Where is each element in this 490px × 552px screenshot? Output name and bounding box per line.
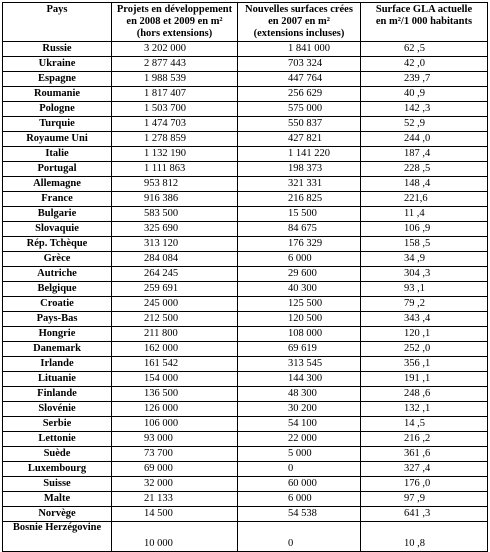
table-row xyxy=(3,252,488,267)
projects-cell: 154 000 xyxy=(112,372,238,387)
gla-cell: 158 ,5 xyxy=(361,237,488,252)
projects-cell: 325 690 xyxy=(112,222,238,237)
gla-cell: 356 ,1 xyxy=(361,357,488,372)
gla-cell: 52 ,9 xyxy=(361,117,488,132)
country-cell: Lettonie xyxy=(3,432,112,447)
table-row xyxy=(3,447,488,462)
gla-cell: 187 ,4 xyxy=(361,147,488,162)
country-cell: Royaume Uni xyxy=(3,132,112,147)
gla-cell: 106 ,9 xyxy=(361,222,488,237)
gla-cell: 361 ,6 xyxy=(361,447,488,462)
country-cell: Roumanie xyxy=(3,87,112,102)
country-cell: Suisse xyxy=(3,477,112,492)
country-cell: Suède xyxy=(3,447,112,462)
new-surface-cell: 575 000 xyxy=(238,102,361,117)
retail-surface-table xyxy=(2,2,488,552)
country-cell: Slovaquie xyxy=(3,222,112,237)
new-surface-cell: 6 000 xyxy=(238,252,361,267)
new-surface-cell: 48 300 xyxy=(238,387,361,402)
projects-cell: 106 000 xyxy=(112,417,238,432)
header-row xyxy=(3,3,488,42)
country-cell: Bulgarie xyxy=(3,207,112,222)
header-new-surfaces: Nouvelles surfaces crées en 2007 en m² (extensions incluses) xyxy=(238,3,361,42)
gla-cell: 176 ,0 xyxy=(361,477,488,492)
gla-cell: 10 ,8 xyxy=(361,522,488,552)
table-row xyxy=(3,342,488,357)
table-row xyxy=(3,462,488,477)
projects-cell: 313 120 xyxy=(112,237,238,252)
projects-cell: 3 202 000 xyxy=(112,42,238,57)
gla-cell: 132 ,1 xyxy=(361,402,488,417)
table-row xyxy=(3,132,488,147)
new-surface-cell: 0 xyxy=(238,462,361,477)
new-surface-cell: 15 500 xyxy=(238,207,361,222)
new-surface-cell: 6 000 xyxy=(238,492,361,507)
table-row xyxy=(3,267,488,282)
projects-cell: 211 800 xyxy=(112,327,238,342)
gla-cell: 34 ,9 xyxy=(361,252,488,267)
table-row xyxy=(3,507,488,522)
gla-cell: 42 ,0 xyxy=(361,57,488,72)
table-row xyxy=(3,432,488,447)
gla-cell: 14 ,5 xyxy=(361,417,488,432)
new-surface-cell: 29 600 xyxy=(238,267,361,282)
table-row xyxy=(3,522,488,552)
projects-cell: 1 988 539 xyxy=(112,72,238,87)
country-cell: Portugal xyxy=(3,162,112,177)
new-surface-cell: 84 675 xyxy=(238,222,361,237)
header-country: Pays xyxy=(3,3,112,42)
table-row xyxy=(3,492,488,507)
new-surface-cell: 550 837 xyxy=(238,117,361,132)
country-cell: Allemagne xyxy=(3,177,112,192)
new-surface-cell: 125 500 xyxy=(238,297,361,312)
gla-cell: 304 ,3 xyxy=(361,267,488,282)
country-cell: Ukraine xyxy=(3,57,112,72)
projects-cell: 73 700 xyxy=(112,447,238,462)
table-row xyxy=(3,312,488,327)
table-row xyxy=(3,372,488,387)
gla-cell: 228 ,5 xyxy=(361,162,488,177)
new-surface-cell: 60 000 xyxy=(238,477,361,492)
projects-cell: 1 278 859 xyxy=(112,132,238,147)
country-cell: Bosnie Herzégovine xyxy=(3,522,112,552)
gla-cell: 120 ,1 xyxy=(361,327,488,342)
gla-cell: 216 ,2 xyxy=(361,432,488,447)
new-surface-cell: 1 841 000 xyxy=(238,42,361,57)
country-cell: Grèce xyxy=(3,252,112,267)
gla-cell: 244 ,0 xyxy=(361,132,488,147)
table-row xyxy=(3,192,488,207)
table-row xyxy=(3,297,488,312)
projects-cell: 583 500 xyxy=(112,207,238,222)
table-row xyxy=(3,207,488,222)
table-row xyxy=(3,417,488,432)
projects-cell: 162 000 xyxy=(112,342,238,357)
country-cell: Belgique xyxy=(3,282,112,297)
new-surface-cell: 176 329 xyxy=(238,237,361,252)
header-gla: Surface GLA actuelle en m²/1 000 habitants xyxy=(361,3,488,42)
new-surface-cell: 120 500 xyxy=(238,312,361,327)
table-row xyxy=(3,282,488,297)
table-row xyxy=(3,147,488,162)
country-cell: Luxembourg xyxy=(3,462,112,477)
table-row xyxy=(3,72,488,87)
country-cell: Lituanie xyxy=(3,372,112,387)
gla-cell: 11 ,4 xyxy=(361,207,488,222)
country-cell: Pologne xyxy=(3,102,112,117)
new-surface-cell: 198 373 xyxy=(238,162,361,177)
table-row xyxy=(3,477,488,492)
table-row xyxy=(3,117,488,132)
gla-cell: 93 ,1 xyxy=(361,282,488,297)
new-surface-cell: 321 331 xyxy=(238,177,361,192)
country-cell: Danemark xyxy=(3,342,112,357)
projects-cell: 916 386 xyxy=(112,192,238,207)
table-row xyxy=(3,42,488,57)
table-row xyxy=(3,162,488,177)
new-surface-cell: 69 619 xyxy=(238,342,361,357)
country-cell: Hongrie xyxy=(3,327,112,342)
projects-cell: 284 084 xyxy=(112,252,238,267)
country-cell: Malte xyxy=(3,492,112,507)
projects-cell: 1 503 700 xyxy=(112,102,238,117)
table-row xyxy=(3,327,488,342)
gla-cell: 641 ,3 xyxy=(361,507,488,522)
new-surface-cell: 54 538 xyxy=(238,507,361,522)
country-cell: Autriche xyxy=(3,267,112,282)
gla-cell: 40 ,9 xyxy=(361,87,488,102)
gla-cell: 327 ,4 xyxy=(361,462,488,477)
projects-cell: 2 877 443 xyxy=(112,57,238,72)
new-surface-cell: 1 141 220 xyxy=(238,147,361,162)
projects-cell: 93 000 xyxy=(112,432,238,447)
table-row xyxy=(3,237,488,252)
country-cell: France xyxy=(3,192,112,207)
new-surface-cell: 313 545 xyxy=(238,357,361,372)
table-row xyxy=(3,222,488,237)
projects-cell: 126 000 xyxy=(112,402,238,417)
table-row xyxy=(3,102,488,117)
projects-cell: 259 691 xyxy=(112,282,238,297)
country-cell: Slovénie xyxy=(3,402,112,417)
new-surface-cell: 447 764 xyxy=(238,72,361,87)
projects-cell: 32 000 xyxy=(112,477,238,492)
projects-cell: 10 000 xyxy=(112,522,238,552)
projects-cell: 1 132 190 xyxy=(112,147,238,162)
projects-cell: 136 500 xyxy=(112,387,238,402)
gla-cell: 191 ,1 xyxy=(361,372,488,387)
gla-cell: 239 ,7 xyxy=(361,72,488,87)
new-surface-cell: 144 300 xyxy=(238,372,361,387)
gla-cell: 252 ,0 xyxy=(361,342,488,357)
gla-cell: 62 ,5 xyxy=(361,42,488,57)
new-surface-cell: 22 000 xyxy=(238,432,361,447)
new-surface-cell: 256 629 xyxy=(238,87,361,102)
country-cell: Croatie xyxy=(3,297,112,312)
projects-cell: 69 000 xyxy=(112,462,238,477)
gla-cell: 79 ,2 xyxy=(361,297,488,312)
country-cell: Rép. Tchèque xyxy=(3,237,112,252)
table-row xyxy=(3,177,488,192)
new-surface-cell: 427 821 xyxy=(238,132,361,147)
projects-cell: 264 245 xyxy=(112,267,238,282)
country-cell: Irlande xyxy=(3,357,112,372)
gla-cell: 148 ,4 xyxy=(361,177,488,192)
projects-cell: 1 111 863 xyxy=(112,162,238,177)
gla-cell: 343 ,4 xyxy=(361,312,488,327)
projects-cell: 245 000 xyxy=(112,297,238,312)
new-surface-cell: 108 000 xyxy=(238,327,361,342)
new-surface-cell: 54 100 xyxy=(238,417,361,432)
table-row xyxy=(3,402,488,417)
header-projects: Projets en développement en 2008 et 2009 en m² (hors extensions) xyxy=(112,3,238,42)
country-cell: Serbie xyxy=(3,417,112,432)
gla-cell: 221,6 xyxy=(361,192,488,207)
projects-cell: 161 542 xyxy=(112,357,238,372)
projects-cell: 1 474 703 xyxy=(112,117,238,132)
country-cell: Pays-Bas xyxy=(3,312,112,327)
new-surface-cell: 5 000 xyxy=(238,447,361,462)
projects-cell: 14 500 xyxy=(112,507,238,522)
new-surface-cell: 0 xyxy=(238,522,361,552)
projects-cell: 953 812 xyxy=(112,177,238,192)
projects-cell: 1 817 407 xyxy=(112,87,238,102)
new-surface-cell: 30 200 xyxy=(238,402,361,417)
country-cell: Italie xyxy=(3,147,112,162)
projects-cell: 212 500 xyxy=(112,312,238,327)
gla-cell: 248 ,6 xyxy=(361,387,488,402)
country-cell: Russie xyxy=(3,42,112,57)
table-row xyxy=(3,57,488,72)
country-cell: Turquie xyxy=(3,117,112,132)
projects-cell: 21 133 xyxy=(112,492,238,507)
table-row xyxy=(3,357,488,372)
new-surface-cell: 703 324 xyxy=(238,57,361,72)
gla-cell: 142 ,3 xyxy=(361,102,488,117)
gla-cell: 97 ,9 xyxy=(361,492,488,507)
country-cell: Norvège xyxy=(3,507,112,522)
country-cell: Espagne xyxy=(3,72,112,87)
table-row xyxy=(3,387,488,402)
new-surface-cell: 216 825 xyxy=(238,192,361,207)
table-row xyxy=(3,87,488,102)
new-surface-cell: 40 300 xyxy=(238,282,361,297)
country-cell: Finlande xyxy=(3,387,112,402)
